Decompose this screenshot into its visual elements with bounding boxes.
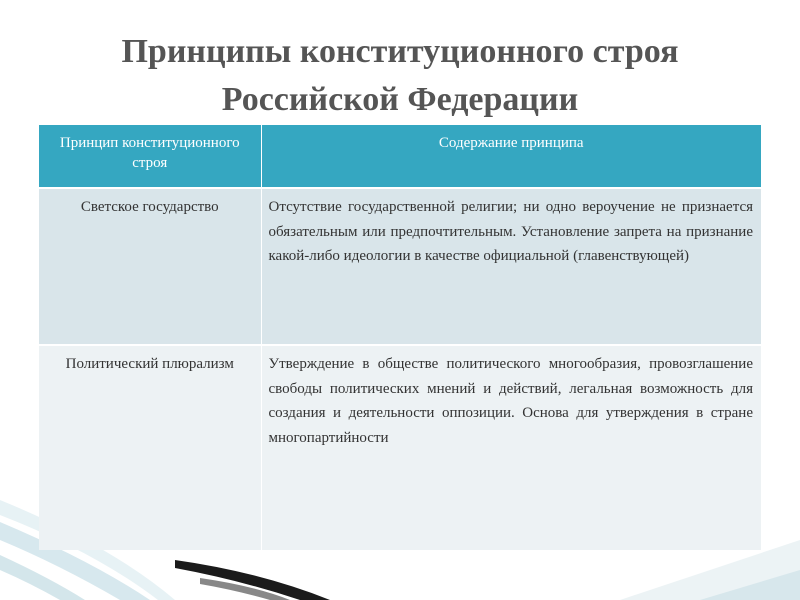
header-content: Содержание принципа: [261, 125, 761, 188]
principle-name: Политический плюрализм: [39, 345, 261, 550]
table-header-row: [39, 125, 761, 188]
principles-table: [39, 125, 761, 550]
title-line-2: Российской Федерации: [221, 81, 579, 118]
table-row: [39, 188, 761, 345]
table-row: [39, 345, 761, 550]
principle-name: Светское государство: [39, 188, 261, 345]
title-line-1: Принципы конституционного строя: [121, 33, 679, 70]
principle-content: Отсутствие государственной религии; ни одно вероучение не признается обязательным или предпочтительным. Установление запрета на признание какой-либо идеологии в качестве официальной (главенствующей): [261, 188, 761, 345]
header-principle: Принцип конституционного строя: [39, 125, 261, 188]
principle-content: Утверждение в обществе политического многообразия, провозглашение свободы политических мнений и действий, легальная возможность для создания и деятельности оппозиции. Основа для утверждения в стране многопартийности: [261, 345, 761, 550]
page-title: [0, 28, 800, 124]
